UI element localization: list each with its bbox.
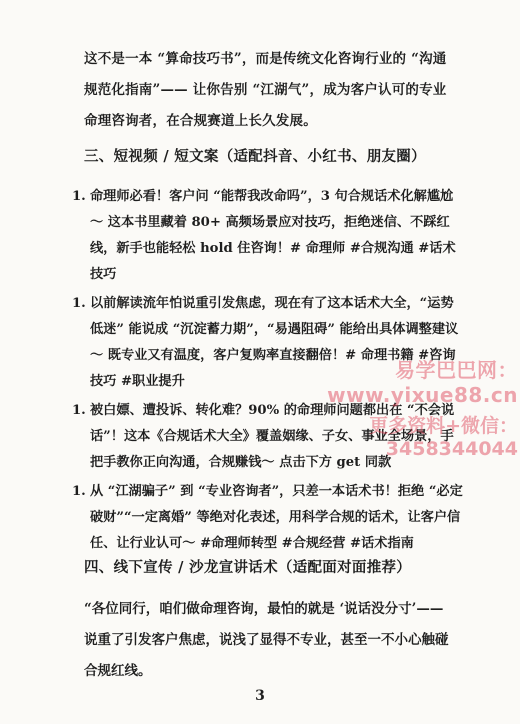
list-item-number: 1.: [72, 189, 86, 204]
list-item-number: 1.: [72, 484, 86, 499]
list-item-text: 以前解读流年怕说重引发焦虑，现在有了这本话术大全，“运势低迷” 能说成 “沉淀蓄力期”，“易遇阻碍” 能给出具体调整建议～ 既专业又有温度，客户复购率直接翻倍！# 命理书籍 #咨询技巧 #职业提升: [90, 296, 459, 389]
section-4-heading: 四、线下宣传 / 沙龙宣讲话术（适配面对面推荐）: [84, 559, 412, 576]
list-item-text: 从 “江湖骗子” 到 “专业咨询者”，只差一本话术书！拒绝 “必定破财”“一定离婚” 等绝对化表述，用科学合规的话术，让客户信任、让行业认可～ #命理师转型 #合规经营 #话术指南: [90, 484, 463, 551]
section-3-heading: 三、短视频 / 短文案（适配抖音、小红书、朋友圈）: [84, 148, 426, 165]
list-item-text: 被白嫖、遭投诉、转化难？90% 的命理师问题都出在 “不会说话”！这本《合规话术大全》覆盖姻缘、子女、事业全场景，手把手教你正向沟通，合规赚钱～ 点击下方 get 同款: [90, 403, 455, 470]
watermark: [278, 354, 518, 460]
list-item-text: 命理师必看！客户问 “能帮我改命吗”，3 句合规话术化解尴尬～ 这本书里藏着 80+ 高频场景应对技巧，拒绝迷信、不踩红线，新手也能轻松 hold 住咨询！# 命理师 #合规沟通 #话术技巧: [90, 189, 456, 282]
list-item-number: 1.: [72, 296, 86, 311]
list-item-number: 1.: [72, 403, 86, 418]
speech-paragraph: “各位同行，咱们做命理咨询，最怕的就是 ‘说话没分寸’—— 说重了引发客户焦虑，说浅了显得不专业，甚至一不小心触碰合规红线。: [84, 601, 449, 679]
watermark-line-2: 更多资料+微信：3458344044: [369, 415, 518, 460]
list-item: [72, 479, 466, 557]
page-number: 3: [255, 688, 265, 704]
list-item: [72, 184, 466, 288]
intro-paragraph: 这不是一本 “算命技巧书”，而是传统文化咨询行业的 “沟通规范化指南”—— 让你告别 “江湖气”，成为客户认可的专业命理咨询者，在合规赛道上长久发展。: [84, 51, 447, 129]
watermark-line-1: 易学巴巴网：www.yixue88.cn: [327, 358, 518, 407]
